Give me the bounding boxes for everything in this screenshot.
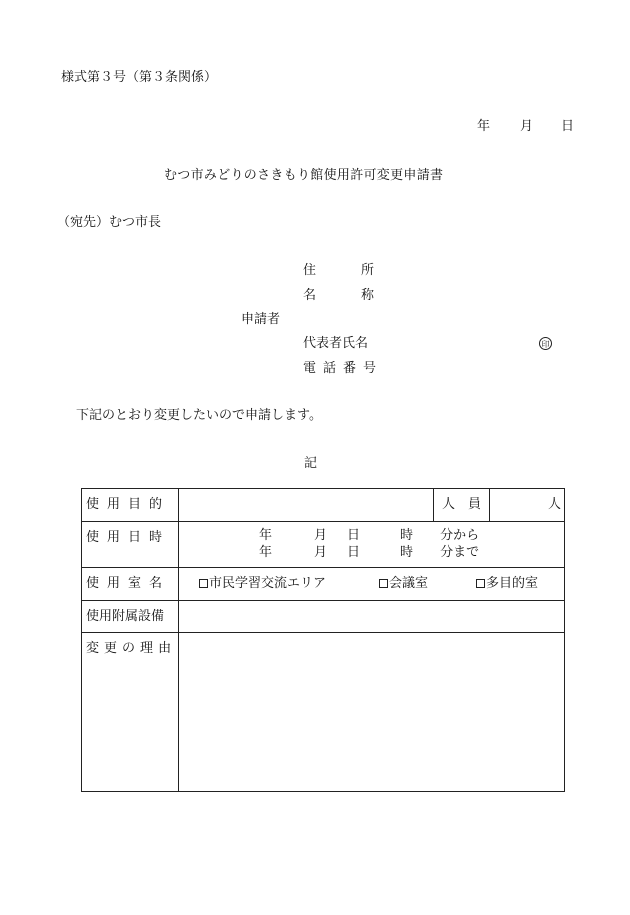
- reason-row: [82, 633, 565, 792]
- room-option-civic[interactable]: 市民学習交流エリア: [199, 576, 326, 592]
- room-option-multipurpose[interactable]: 多目的室: [476, 576, 538, 592]
- ki-heading: 記: [304, 456, 318, 471]
- name-label: 名 称: [303, 288, 375, 303]
- people-unit: 人: [547, 497, 561, 512]
- datetime-field[interactable]: [179, 522, 565, 568]
- reason-label: 変 更 の 理 由: [82, 633, 179, 792]
- checkbox-icon[interactable]: [199, 579, 208, 588]
- address-label: 住 所: [303, 263, 375, 278]
- datetime-from-line: 年 月 日 時 分から: [259, 528, 480, 543]
- phone-label: 電 話 番 号: [303, 361, 377, 376]
- reason-field[interactable]: [179, 633, 565, 792]
- datetime-to-line: 年 月 日 時 分まで: [259, 545, 480, 560]
- seal-icon: 印: [539, 337, 552, 350]
- page-title: むつ市みどりのさきもり館使用許可変更申請書: [164, 168, 444, 183]
- applicant-label: 申請者: [241, 312, 281, 327]
- room-option-meeting[interactable]: 会議室: [379, 576, 428, 592]
- people-field[interactable]: [490, 489, 565, 522]
- application-table: [81, 488, 565, 792]
- equipment-label: 使用附属設備: [82, 601, 179, 633]
- statement: 下記のとおり変更したいので申請します。: [76, 408, 322, 423]
- purpose-row: [82, 489, 565, 522]
- date-month-label: 月: [520, 119, 534, 134]
- people-label: 人 員: [434, 489, 490, 522]
- seal-mark: [539, 336, 552, 352]
- datetime-row: [82, 522, 565, 568]
- addressee: （宛先）むつ市長: [57, 215, 162, 230]
- room-label: 使 用 室 名: [82, 568, 179, 601]
- representative-label: 代表者氏名: [303, 336, 369, 351]
- date-year-label: 年: [477, 119, 491, 134]
- purpose-label: 使 用 目 的: [82, 489, 179, 522]
- equipment-row: [82, 601, 565, 633]
- checkbox-icon[interactable]: [379, 579, 388, 588]
- room-options: [179, 568, 565, 601]
- purpose-field[interactable]: [179, 489, 434, 522]
- room-row: [82, 568, 565, 601]
- checkbox-icon[interactable]: [476, 579, 485, 588]
- form-number: 様式第３号（第３条関係）: [61, 70, 218, 85]
- equipment-field[interactable]: [179, 601, 565, 633]
- date-day-label: 日: [561, 119, 575, 134]
- datetime-label: 使 用 日 時: [82, 522, 179, 568]
